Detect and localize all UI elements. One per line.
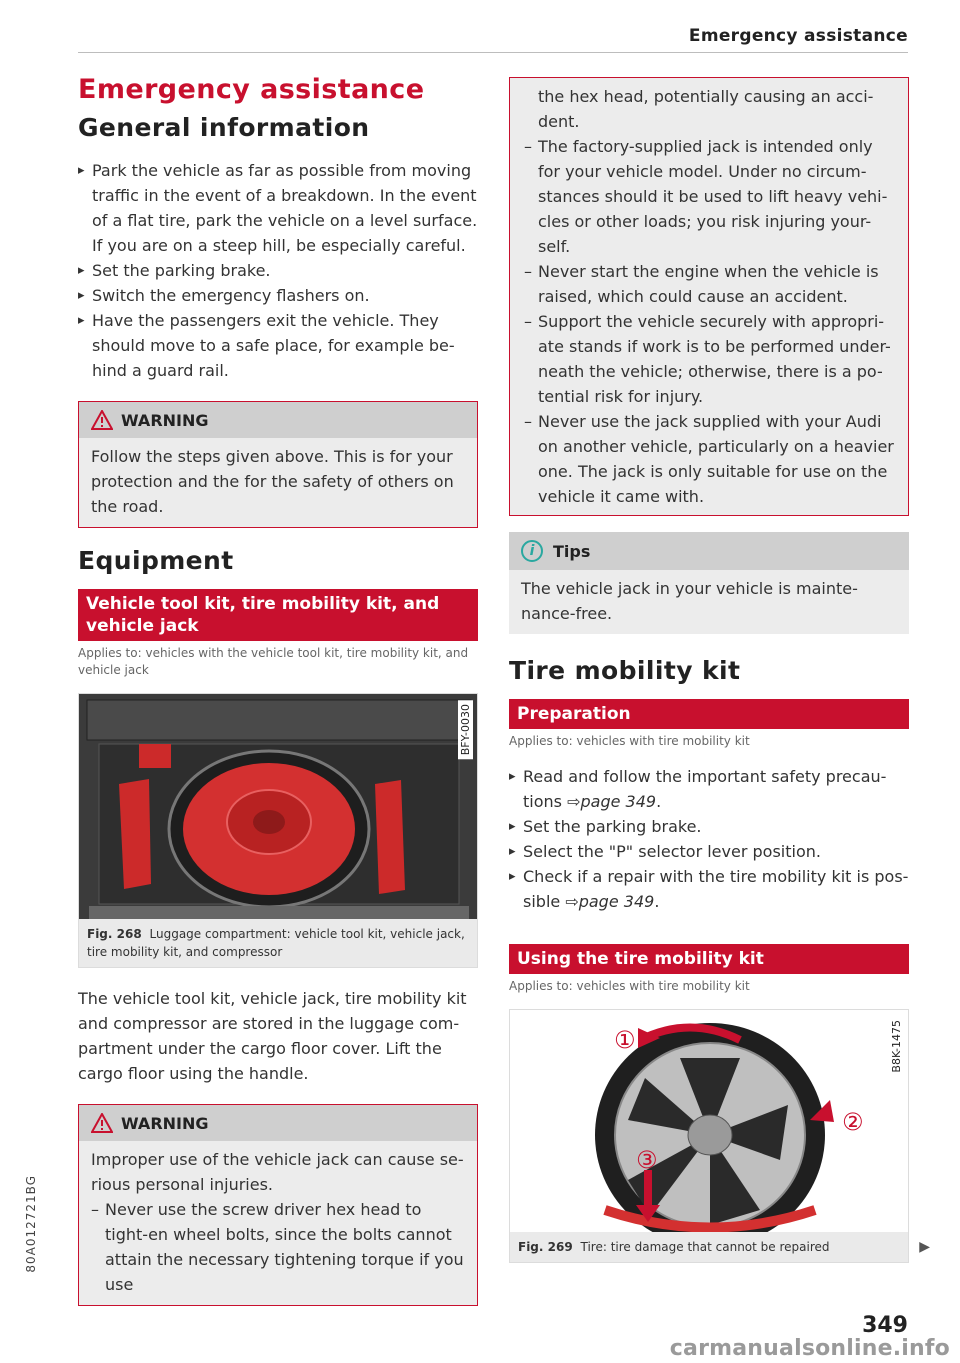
figure-269 xyxy=(509,1009,930,1263)
list-item: ▸ Set the parking brake. xyxy=(509,814,909,839)
list-item: ▸ Switch the emergency flashers on. xyxy=(78,283,478,308)
chapter-title: Emergency assistance xyxy=(78,74,425,105)
list-item: ▸ Select the "P" selector lever position. xyxy=(509,839,909,864)
section-title-tire-mobility: Tire mobility kit xyxy=(509,656,741,685)
warning-lead: the hex head, potentially causing an acci-dent. xyxy=(538,87,874,131)
figure-caption-text: Tire: tire damage that cannot be repaired xyxy=(580,1240,830,1254)
storage-paragraph: The vehicle tool kit, vehicle jack, tire mobility kit and compressor are stored in the luggage com-partment under the cargo floor cover. Lift the cargo floor using the handle. xyxy=(78,989,467,1083)
running-header: Emergency assistance xyxy=(688,26,908,46)
list-item: ▸ Have the passengers exit the vehicle. They should move to a safe place, for example be-hind a guard rail. xyxy=(78,308,478,383)
tips-header xyxy=(509,532,909,570)
warning-header xyxy=(79,1105,477,1141)
page-number: 349 xyxy=(862,1313,908,1338)
list-item: ▸ Set the parking brake. xyxy=(78,258,478,283)
topic-band: Vehicle tool kit, tire mobility kit, and vehicle jack xyxy=(78,589,478,641)
list-item: – Never start the engine when the vehicle is raised, which could cause an accident. xyxy=(524,259,894,309)
topic-band-preparation: Preparation xyxy=(509,699,909,729)
applies-note: Applies to: vehicles with tire mobility kit xyxy=(509,979,750,993)
tips-text: The vehicle jack in your vehicle is mainte-nance-free. xyxy=(521,579,858,623)
page-reference-link[interactable]: ⇨page 349 xyxy=(567,792,657,811)
warning-box xyxy=(78,401,478,528)
section-title-general: General information xyxy=(78,113,370,142)
tire-damage-illustration xyxy=(510,1010,908,1232)
figure-label: Fig. 268 xyxy=(87,927,142,941)
tire-drawing xyxy=(510,1010,908,1232)
header-rule xyxy=(78,52,908,53)
figure-caption xyxy=(510,1232,930,1262)
callout-2: ② xyxy=(842,1108,864,1136)
figure-label: Fig. 269 xyxy=(518,1240,573,1254)
tips-box xyxy=(509,532,909,634)
applies-note: Applies to: vehicles with tire mobility kit xyxy=(509,734,750,748)
jack-warning-continued xyxy=(509,77,909,516)
figure-caption-text: Luggage compartment: vehicle tool kit, vehicle jack, tire mobility kit, and compressor xyxy=(87,927,465,959)
warning-body xyxy=(79,1141,477,1305)
warning-list xyxy=(524,134,894,509)
warning-text: Follow the steps given above. This is for your protection and the for the safety of others on the road. xyxy=(79,438,477,527)
luggage-drawing xyxy=(79,694,477,919)
list-item: – Support the vehicle securely with appropri-ate stands if work is to be performed under-neath the vehicle; otherwise, there is a po-tential risk for injury. xyxy=(524,309,894,409)
figure-code: B8K-1475 xyxy=(889,1016,904,1077)
figure-code: BFY-0030 xyxy=(458,700,473,759)
topic-band-using: Using the tire mobility kit xyxy=(509,944,909,974)
warning-header xyxy=(79,402,477,438)
watermark: carmanualsonline.info xyxy=(669,1336,950,1361)
list-item: ▸ Read and follow the important safety precau-tions ⇨page 349. xyxy=(509,764,909,814)
callout-1: ① xyxy=(614,1026,636,1054)
figure-caption xyxy=(79,919,477,967)
list-item: – Never use the screw driver hex head to tight-en wheel bolts, since the bolts cannot attain the necessary tightening torque if you use xyxy=(91,1197,465,1297)
document-code: 80A012721BG xyxy=(24,1175,38,1273)
general-bullet-list xyxy=(78,158,478,383)
list-item: ▸ Park the vehicle as far as possible from moving traffic in the event of a breakdown. In the event of a flat tire, park the vehicle on a level surface. If you are on a steep hill, be especially careful. xyxy=(78,158,478,258)
preparation-bullet-list xyxy=(509,764,909,914)
luggage-compartment-illustration xyxy=(79,694,477,919)
list-item: – Never use the jack supplied with your Audi on another vehicle, particularly on a heavier one. The jack is only suitable for use on the vehicle it came with. xyxy=(524,409,894,509)
applies-note: Applies to: vehicles with the vehicle tool kit, tire mobility kit, and vehicle jack xyxy=(78,646,469,677)
warning-heading: WARNING xyxy=(121,1113,209,1133)
jack-warning-box xyxy=(78,1104,478,1306)
warning-triangle-icon xyxy=(91,410,113,430)
left-column xyxy=(78,60,478,1324)
warning-heading: WARNING xyxy=(121,410,209,430)
warning-intro: Improper use of the vehicle jack can cause se-rious personal injuries. xyxy=(91,1150,464,1194)
list-item: ▸ Check if a repair with the tire mobility kit is pos-sible ⇨page 349. xyxy=(509,864,909,914)
continue-arrow-icon: ▶ xyxy=(919,1239,930,1255)
page-reference-link[interactable]: ⇨page 349 xyxy=(565,892,655,911)
figure-268 xyxy=(78,693,478,968)
list-item: – The factory-supplied jack is intended only for your vehicle model. Under no circum-stances should it be used to lift heavy vehi-cles or other loads; you risk injuring your-self. xyxy=(524,134,894,259)
right-column xyxy=(509,77,930,1281)
tips-heading: Tips xyxy=(553,541,591,561)
section-title-equipment: Equipment xyxy=(78,546,234,575)
warning-triangle-icon xyxy=(91,1113,113,1133)
warning-list xyxy=(91,1197,465,1297)
info-icon: i xyxy=(521,540,543,562)
callout-3: ③ xyxy=(636,1146,658,1174)
